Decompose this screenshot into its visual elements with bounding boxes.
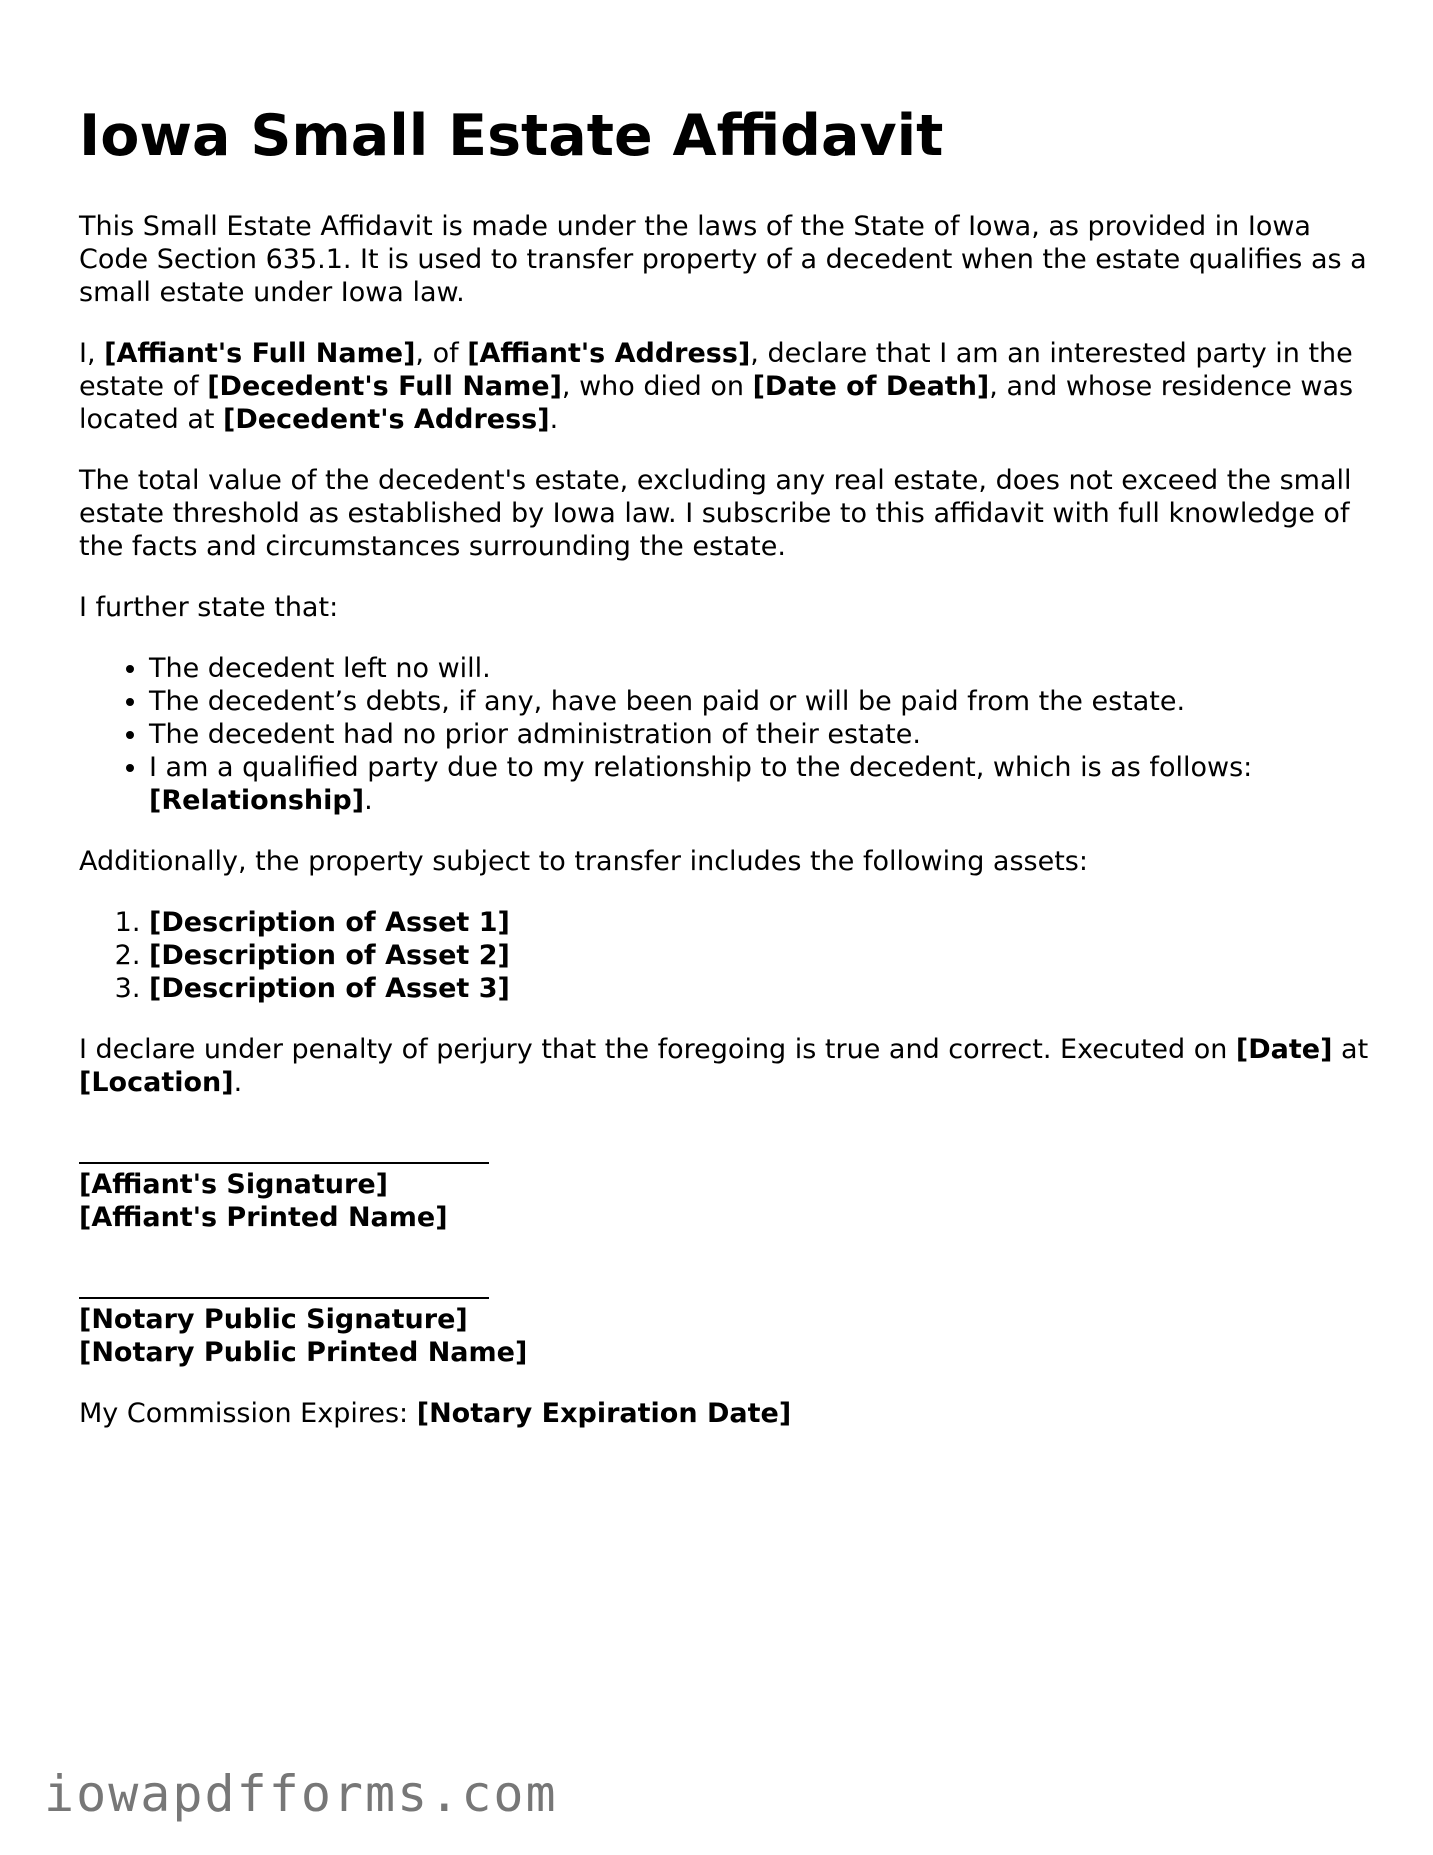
list-item [149, 939, 1369, 972]
assets-list [79, 906, 1369, 1005]
affiant-printed-name-label: [Affiant's Printed Name] [79, 1202, 448, 1233]
further-state-paragraph: I further state that: [79, 592, 339, 623]
affiant-name-field: [Affiant's Full Name] [104, 338, 416, 369]
affiant-signature-line [79, 1137, 489, 1164]
notary-signature-block [79, 1272, 1369, 1369]
notary-signature-label: [Notary Public Signature] [79, 1304, 468, 1335]
list-item [149, 751, 1369, 817]
declaration-text: , declare that I am an interested party in the estate of [79, 338, 1353, 402]
execution-date-field: [Date] [1235, 1034, 1333, 1065]
perjury-text: I declare under penalty of perjury that the foregoing is true and correct. Executed on [79, 1034, 1236, 1065]
list-item: • The decedent had no prior administration of their estate. [149, 718, 1369, 751]
list-item [149, 972, 1369, 1005]
commission-label: My Commission Expires: [79, 1398, 417, 1429]
affiant-signature-block [79, 1137, 1369, 1234]
value-statement-paragraph: The total value of the decedent's estate, excluding any real estate, does not exceed the small estate threshold as established by Iowa law. I subscribe to this affidavit with full knowledge of the facts and circumstances surrounding the estate. [79, 465, 1352, 562]
statements-list [79, 652, 1369, 817]
decedent-address-field: [Decedent's Address] [223, 404, 550, 435]
notary-signature-line [79, 1272, 489, 1299]
perjury-end: . [233, 1067, 243, 1098]
perjury-at: at [1332, 1034, 1369, 1065]
footer-watermark: iowapdfforms.com [44, 1765, 558, 1823]
asset-1-field: [Description of Asset 1] [149, 907, 510, 938]
declaration-text: , who died on [561, 371, 753, 402]
decedent-name-field: [Decedent's Full Name] [207, 371, 562, 402]
declaration-paragraph [79, 337, 1369, 436]
commission-paragraph [79, 1397, 1369, 1430]
list-item: • The decedent left no will. [149, 652, 1369, 685]
list-item [149, 906, 1369, 939]
declaration-text: , of [415, 338, 468, 369]
intro-paragraph: This Small Estate Affidavit is made under the laws of the State of Iowa, as provided in Iowa Code Section 635.1. It is used to transfer property of a decedent when the estate qualifies as a small estate under Iowa law. [79, 211, 1367, 308]
declaration-text: I, [79, 338, 105, 369]
date-of-death-field: [Date of Death] [752, 371, 990, 402]
relationship-text: I am a qualified party due to my relationship to the decedent, which is as follows: [149, 752, 1253, 783]
document-page [79, 100, 1369, 1458]
notary-expiration-field: [Notary Expiration Date] [416, 1398, 792, 1429]
affiant-signature-label: [Affiant's Signature] [79, 1169, 388, 1200]
asset-2-field: [Description of Asset 2] [149, 940, 510, 971]
relationship-field: [Relationship] [149, 785, 365, 816]
perjury-paragraph [79, 1033, 1369, 1099]
document-title: Iowa Small Estate Affidavit [79, 103, 944, 169]
execution-location-field: [Location] [79, 1067, 234, 1098]
asset-3-field: [Description of Asset 3] [149, 973, 510, 1004]
affiant-address-field: [Affiant's Address] [467, 338, 751, 369]
list-item: • The decedent’s debts, if any, have been paid or will be paid from the estate. [149, 685, 1369, 718]
assets-intro-paragraph: Additionally, the property subject to transfer includes the following assets: [79, 846, 1088, 877]
notary-printed-name-label: [Notary Public Printed Name] [79, 1337, 528, 1368]
declaration-text: , and whose residence was located at [79, 371, 1354, 435]
relationship-end: . [364, 785, 373, 816]
declaration-text: . [549, 404, 559, 435]
